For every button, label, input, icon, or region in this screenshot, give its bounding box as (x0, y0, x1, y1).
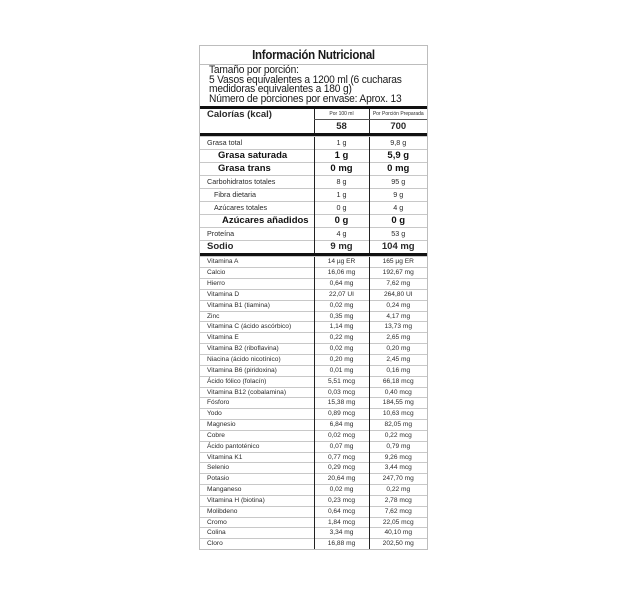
value-per-100ml: 0,77 mcg (314, 452, 369, 463)
serving-size-line-1: 5 Vasos equivalentes a 1200 ml (6 cucharas (209, 73, 402, 86)
value-per-100ml: 0,23 mcg (314, 495, 369, 506)
nutrient-name: Ácido pantoténico (200, 441, 314, 452)
micronutrient-row (200, 279, 427, 290)
value-per-100ml: 0,35 mg (314, 311, 369, 322)
calories-header-row (200, 109, 427, 119)
value-per-portion: 7,62 mcg (369, 506, 427, 517)
value-per-100ml: 16,88 mg (314, 539, 369, 549)
value-per-100ml: 0,22 mg (314, 333, 369, 344)
value-per-100ml: 5,51 mcg (314, 376, 369, 387)
macronutrient-row (200, 150, 427, 163)
nutrient-name: Manganeso (200, 485, 314, 496)
nutrient-name: Magnesio (200, 420, 314, 431)
value-per-portion: 53 g (369, 228, 427, 241)
value-per-portion: 2,78 mcg (369, 495, 427, 506)
value-per-portion: 66,18 mcg (369, 376, 427, 387)
nutrient-name: Fósforo (200, 398, 314, 409)
nutrient-name: Vitamina D (200, 289, 314, 300)
value-per-100ml: 4 g (314, 228, 369, 241)
value-per-portion: 0 mg (369, 163, 427, 176)
value-per-100ml: 1 g (314, 150, 369, 163)
column-header-per-100ml: Por 100 ml (314, 109, 369, 119)
value-per-100ml: 16,06 mg (314, 268, 369, 279)
value-per-portion: 22,05 mcg (369, 517, 427, 528)
micronutrient-row (200, 420, 427, 431)
micronutrient-row (200, 506, 427, 517)
macronutrient-row (200, 215, 427, 228)
nutrient-name: Vitamina K1 (200, 452, 314, 463)
micronutrient-row (200, 517, 427, 528)
value-per-100ml: 15,38 mg (314, 398, 369, 409)
micronutrient-row (200, 322, 427, 333)
value-per-portion: 3,44 mcg (369, 463, 427, 474)
nutrient-name: Fibra dietaria (200, 189, 314, 202)
value-per-100ml: 1,84 mcg (314, 517, 369, 528)
value-per-100ml: 9 mg (314, 241, 369, 254)
value-per-portion: 192,67 mg (369, 268, 427, 279)
value-per-portion: 4,17 mg (369, 311, 427, 322)
value-per-portion: 13,73 mg (369, 322, 427, 333)
nutrient-name: Selenio (200, 463, 314, 474)
nutrient-name: Vitamina B2 (riboflavina) (200, 344, 314, 355)
value-per-portion: 202,50 mg (369, 539, 427, 549)
value-per-portion: 40,10 mg (369, 528, 427, 539)
micronutrient-row (200, 474, 427, 485)
value-per-portion: 247,70 mg (369, 474, 427, 485)
value-per-portion: 5,9 g (369, 150, 427, 163)
value-per-100ml: 0,01 mg (314, 365, 369, 376)
value-per-100ml: 0,89 mcg (314, 409, 369, 420)
value-per-100ml: 0,02 mg (314, 300, 369, 311)
value-per-100ml: 3,34 mg (314, 528, 369, 539)
value-per-portion: 2,45 mg (369, 354, 427, 365)
value-per-100ml: 0,07 mg (314, 441, 369, 452)
value-per-portion: 0,40 mcg (369, 387, 427, 398)
macronutrient-row (200, 163, 427, 176)
nutrient-name: Zinc (200, 311, 314, 322)
nutrition-facts-label (199, 45, 428, 550)
micronutrient-row (200, 333, 427, 344)
value-per-100ml: 0 g (314, 202, 369, 215)
micronutrient-row (200, 495, 427, 506)
nutrient-name: Azúcares totales (200, 202, 314, 215)
value-per-100ml: 14 µg ER (314, 257, 369, 268)
value-per-100ml: 0,02 mg (314, 485, 369, 496)
macronutrient-row (200, 241, 427, 254)
micronutrient-row (200, 268, 427, 279)
value-per-portion: 9,26 mcg (369, 452, 427, 463)
nutrition-table (200, 109, 427, 133)
nutrient-name: Molibdeno (200, 506, 314, 517)
label-title: Información Nutricional (252, 48, 375, 62)
serving-info (200, 64, 427, 106)
nutrient-name: Calcio (200, 268, 314, 279)
nutrient-name: Niacina (ácido nicotínico) (200, 354, 314, 365)
value-per-portion: 95 g (369, 176, 427, 189)
macronutrient-row (200, 228, 427, 241)
nutrient-name: Proteína (200, 228, 314, 241)
value-per-100ml: 1 g (314, 137, 369, 150)
value-per-100ml: 22,07 UI (314, 289, 369, 300)
nutrient-name: Vitamina E (200, 333, 314, 344)
value-per-portion: 2,65 mg (369, 333, 427, 344)
value-per-100ml: 0,02 mcg (314, 430, 369, 441)
value-per-portion: 9 g (369, 189, 427, 202)
nutrient-name: Vitamina B1 (tiamina) (200, 300, 314, 311)
micronutrient-row (200, 300, 427, 311)
nutrient-name: Yodo (200, 409, 314, 420)
value-per-100ml: 1,14 mg (314, 322, 369, 333)
value-per-portion: 10,63 mcg (369, 409, 427, 420)
nutrient-name: Vitamina A (200, 257, 314, 268)
value-per-100ml: 0,64 mcg (314, 506, 369, 517)
value-per-portion: 0,22 mcg (369, 430, 427, 441)
value-per-100ml: 0,02 mg (314, 344, 369, 355)
micronutrient-row (200, 441, 427, 452)
nutrient-name: Grasa trans (200, 163, 314, 176)
value-per-portion: 82,05 mg (369, 420, 427, 431)
nutrient-name: Ácido fólico (folacín) (200, 376, 314, 387)
micronutrient-row (200, 376, 427, 387)
micronutrient-row (200, 387, 427, 398)
value-per-portion: 0,24 mg (369, 300, 427, 311)
nutrient-name: Vitamina H (biotina) (200, 495, 314, 506)
micronutrient-row (200, 257, 427, 268)
micronutrient-table (200, 256, 427, 549)
value-per-portion: 0,79 mg (369, 441, 427, 452)
value-per-100ml: 0,29 mcg (314, 463, 369, 474)
macronutrient-table (200, 136, 427, 253)
value-per-portion: 165 µg ER (369, 257, 427, 268)
column-header-per-portion: Por Porción Preparada (369, 109, 427, 119)
micronutrient-row (200, 354, 427, 365)
serving-size-line-2: medidoras equivalentes a 180 g) (209, 83, 352, 96)
nutrient-name: Sodio (200, 241, 314, 254)
value-per-100ml: 0 mg (314, 163, 369, 176)
serving-size-heading: Tamaño por porción: (209, 64, 299, 76)
value-per-100ml: 1 g (314, 189, 369, 202)
value-per-portion: 4 g (369, 202, 427, 215)
value-per-portion: 0,20 mg (369, 344, 427, 355)
micronutrient-row (200, 463, 427, 474)
macronutrient-row (200, 137, 427, 150)
value-per-portion: 104 mg (369, 241, 427, 254)
micronutrient-row (200, 485, 427, 496)
micronutrient-row (200, 311, 427, 322)
micronutrient-row (200, 409, 427, 420)
value-per-100ml: 8 g (314, 176, 369, 189)
micronutrient-row (200, 430, 427, 441)
macronutrient-row (200, 202, 427, 215)
value-per-portion: 184,55 mg (369, 398, 427, 409)
value-per-portion: 0 g (369, 215, 427, 228)
nutrient-name: Grasa total (200, 137, 314, 150)
nutrient-name: Colina (200, 528, 314, 539)
nutrient-name: Azúcares añadidos (200, 215, 314, 228)
value-per-portion: 7,62 mg (369, 279, 427, 290)
nutrient-name: Carbohidratos totales (200, 176, 314, 189)
nutrient-name: Vitamina C (ácido ascórbico) (200, 322, 314, 333)
calories-per-portion: 700 (369, 119, 427, 133)
nutrient-name: Hierro (200, 279, 314, 290)
servings-per-container: Número de porciones por envase: Aprox. 13 (209, 92, 402, 105)
micronutrient-row (200, 398, 427, 409)
value-per-100ml: 0,03 mcg (314, 387, 369, 398)
calories-per-100ml: 58 (314, 119, 369, 133)
value-per-100ml: 6,84 mg (314, 420, 369, 431)
calories-label: Calorías (kcal) (207, 109, 272, 121)
micronutrient-row (200, 528, 427, 539)
value-per-portion: 0,16 mg (369, 365, 427, 376)
nutrient-name: Vitamina B12 (cobalamina) (200, 387, 314, 398)
micronutrient-row (200, 539, 427, 549)
nutrient-name: Vitamina B6 (piridoxina) (200, 365, 314, 376)
macronutrient-row (200, 176, 427, 189)
nutrient-name: Cloro (200, 539, 314, 549)
value-per-100ml: 20,64 mg (314, 474, 369, 485)
nutrient-name: Grasa saturada (200, 150, 314, 163)
micronutrient-row (200, 344, 427, 355)
value-per-100ml: 0 g (314, 215, 369, 228)
value-per-100ml: 0,20 mg (314, 354, 369, 365)
micronutrient-row (200, 289, 427, 300)
micronutrient-row (200, 452, 427, 463)
nutrient-name: Cobre (200, 430, 314, 441)
value-per-portion: 9,8 g (369, 137, 427, 150)
value-per-portion: 0,22 mg (369, 485, 427, 496)
value-per-100ml: 0,64 mg (314, 279, 369, 290)
micronutrient-row (200, 365, 427, 376)
macronutrient-row (200, 189, 427, 202)
value-per-portion: 264,80 UI (369, 289, 427, 300)
nutrient-name: Potasio (200, 474, 314, 485)
nutrient-name: Cromo (200, 517, 314, 528)
